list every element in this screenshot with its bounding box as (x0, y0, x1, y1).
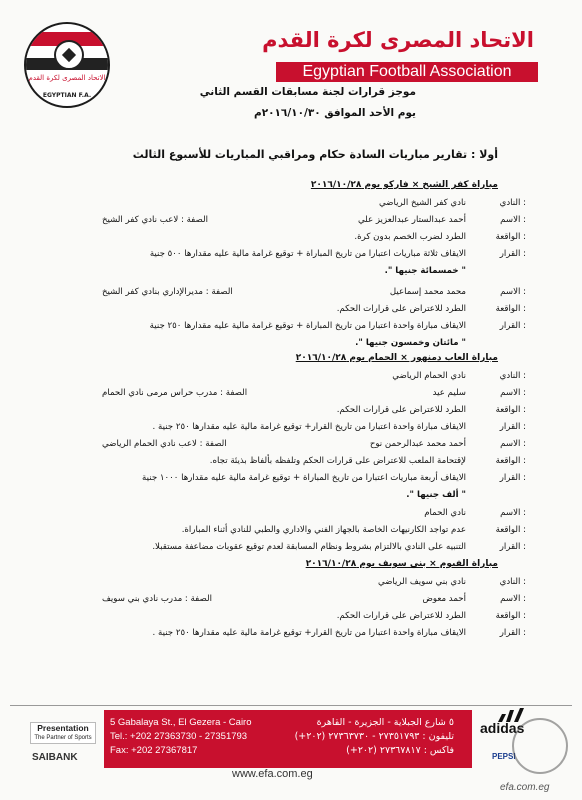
org-name-arabic: الاتحاد المصرى لكرة القدم (262, 28, 534, 52)
decision-value: الايقاف مباراة واحدة اعتبارا من تاريخ القرار+ توقيع غرامة مالية عليه مقدارها ٢٥٠ جنية . (152, 422, 466, 432)
official-stamp (512, 718, 568, 774)
footer-contact-arabic (295, 716, 454, 758)
incident-value: الطرد للاعتراض على قرارات الحكم. (336, 405, 466, 415)
sponsor-adidas-logo: adidas (480, 720, 525, 736)
role-value: الصفة : مدرب حراس مرمى نادي الحمام (102, 388, 248, 398)
label-incident: : الواقعة (495, 232, 526, 242)
sponsor-pepsi-logo: PEPSI (492, 752, 516, 761)
decision-amount-words: " ألف جنيها ". (406, 490, 466, 500)
label-name: : الاسم (500, 508, 526, 518)
footer-contact-english (110, 716, 252, 758)
sponsor-presentation-logo (30, 722, 96, 744)
watermark-text: efa.com.eg (500, 782, 550, 793)
record-row (0, 230, 582, 246)
address-english: 5 Gabalaya St., El Gezera - Cairo (110, 717, 252, 728)
record-row (0, 386, 582, 402)
name-value: محمد محمد إسماعيل (389, 287, 466, 297)
logo-english-text: EGYPTIAN F.A. (42, 92, 92, 99)
fax-arabic: فاكس : ٢٧٣٦٧٨١٧ (٢٠٢+) (346, 745, 454, 756)
record-row (0, 488, 582, 504)
label-incident: : الواقعة (495, 304, 526, 314)
record-row (0, 437, 582, 453)
record-row (0, 609, 582, 625)
match-heading: مباراة الفيوم × بني سويف يوم ٢٠١٦/١٠/٢٨ (305, 559, 498, 569)
label-name: : الاسم (500, 287, 526, 297)
decision-value: الايقاف أربعة مباريات اعتبارا من تاريخ المباراة + توقيع غرامة مالية عليه مقدارها ١٠٠٠ جنية (142, 473, 466, 483)
decision-amount-words: " مائتان وخمسون جنيها ". (355, 338, 466, 348)
incident-value: الطرد للاعتراض على قرارات الحكم. (336, 304, 466, 314)
role-value: الصفة : مديرالإداري بنادي كفر الشيخ (102, 287, 233, 297)
section-heading: أولا : تقارير مباريات السادة حكام ومراقبي المباريات للأسبوع الثالث (132, 148, 498, 161)
label-name: : الاسم (500, 594, 526, 604)
decision-amount-words: " خمسمائة جنيها ". (384, 266, 466, 276)
incident-value: عدم تواجد الكارنيهات الخاصة بالجهاز الفني والاداري والطبي للنادي أثناء المباراة. (181, 525, 466, 535)
record-row (0, 403, 582, 419)
match-heading: مباراة كفر الشيخ × فاركو يوم ٢٠١٦/١٠/٢٨ (310, 180, 498, 190)
label-incident: : الواقعة (495, 456, 526, 466)
record-row (0, 575, 582, 591)
logo-arabic-text: الاتحاد المصرى لكرة القدم (28, 74, 106, 82)
name-value: أحمد معوض (422, 594, 466, 604)
incident-value: لإقتحامة الملعب للاعتراض على قرارات الحكم وتلفظه بألفاظ بذيئة تجاه. (209, 456, 466, 466)
address-arabic: ٥ شارع الجبلاية - الجزيرة - القاهرة (316, 717, 454, 728)
decision-value: الايقاف ثلاثة مباريات اعتبارا من تاريخ المباراة + توقيع غرامة مالية عليه مقدارها ٥٠٠ جنية (149, 249, 466, 259)
website-link[interactable]: www.efa.com.eg (232, 768, 313, 780)
org-name-english: Egyptian Football Association (276, 62, 538, 82)
label-incident: : الواقعة (495, 525, 526, 535)
decision-value: التنبيه على النادي بالالتزام بشروط ونظام المسابقة لعدم توقيع عقوبات مضاعفة مستقبلا. (152, 542, 466, 552)
club-value: نادي الحمام الرياضي (392, 371, 466, 381)
sponsor-presentation-name: Presentation (37, 723, 89, 733)
label-club: : النادي (499, 577, 526, 587)
fax-english: Fax: +202 27367817 (110, 745, 198, 756)
label-name: : الاسم (500, 388, 526, 398)
club-value: نادي بني سويف الرياضي (377, 577, 466, 587)
phone-english: Tel.: +202 27363730 - 27351793 (110, 731, 248, 742)
label-club: : النادي (499, 371, 526, 381)
label-decision: : القرار (499, 473, 526, 483)
football-icon (54, 40, 84, 70)
label-incident: : الواقعة (495, 611, 526, 621)
decision-value: الايقاف مباراة واحدة اعتبارا من تاريخ القرار+ توقيع غرامة مالية عليه مقدارها ٢٥٠ جنية . (152, 628, 466, 638)
label-decision: : القرار (499, 321, 526, 331)
record-row (0, 626, 582, 642)
record-row (0, 506, 582, 522)
name-value: نادي الحمام (424, 508, 466, 518)
record-row (0, 213, 582, 229)
phone-arabic: تليفون : ٢٧٣٥١٧٩٣ - ٢٧٣٦٣٧٣٠ (٢٠٢+) (294, 731, 454, 742)
record-row (0, 540, 582, 556)
name-value: سليم عيد (432, 388, 466, 398)
record-row (0, 264, 582, 280)
record-row (0, 319, 582, 335)
label-name: : الاسم (500, 215, 526, 225)
record-row (0, 420, 582, 436)
decision-value: الايقاف مباراة واحدة اعتبارا من تاريخ المباراة + توقيع غرامة مالية عليه مقدارها ٢٥٠ جنية (149, 321, 466, 331)
incident-value: الطرد لضرب الخصم بدون كرة. (354, 232, 466, 242)
record-row (0, 454, 582, 470)
record-row (0, 302, 582, 318)
record-row (0, 285, 582, 301)
record-row (0, 336, 582, 352)
match-heading: مباراة العاب دمنهور × الحمام يوم ٢٠١٦/١٠/٢٨ (295, 353, 498, 363)
label-club: : النادي (499, 198, 526, 208)
label-name: : الاسم (500, 439, 526, 449)
record-row (0, 196, 582, 212)
name-value: أحمد محمد عبدالرحمن نوح (369, 439, 466, 449)
footer-divider (10, 705, 572, 706)
efa-logo (24, 22, 110, 108)
label-decision: : القرار (499, 422, 526, 432)
role-value: الصفة : مدرب نادي بني سويف (102, 594, 212, 604)
label-decision: : القرار (499, 542, 526, 552)
record-row (0, 523, 582, 539)
label-decision: : القرار (499, 249, 526, 259)
record-row (0, 471, 582, 487)
incident-value: الطرد للاعتراض على قرارات الحكم. (336, 611, 466, 621)
doc-date: يوم الأحد الموافق ٢٠١٦/١٠/٣٠م (254, 107, 416, 119)
record-row (0, 247, 582, 263)
label-decision: : القرار (499, 628, 526, 638)
sponsor-saibank-logo: SAIBANK (32, 752, 78, 763)
doc-title: موجز قرارات لجنة مسابقات القسم الثاني (199, 86, 416, 98)
role-value: الصفة : لاعب نادي كفر الشيخ (102, 215, 208, 225)
role-value: الصفة : لاعب نادي الحمام الرياضي (102, 439, 227, 449)
record-row (0, 369, 582, 385)
record-row (0, 592, 582, 608)
sponsor-presentation-tagline: The Partner of Sports (34, 735, 92, 741)
name-value: أحمد عبدالستار عبدالعزيز علي (357, 215, 466, 225)
club-value: نادي كفر الشيخ الرياضي (379, 198, 466, 208)
label-incident: : الواقعة (495, 405, 526, 415)
